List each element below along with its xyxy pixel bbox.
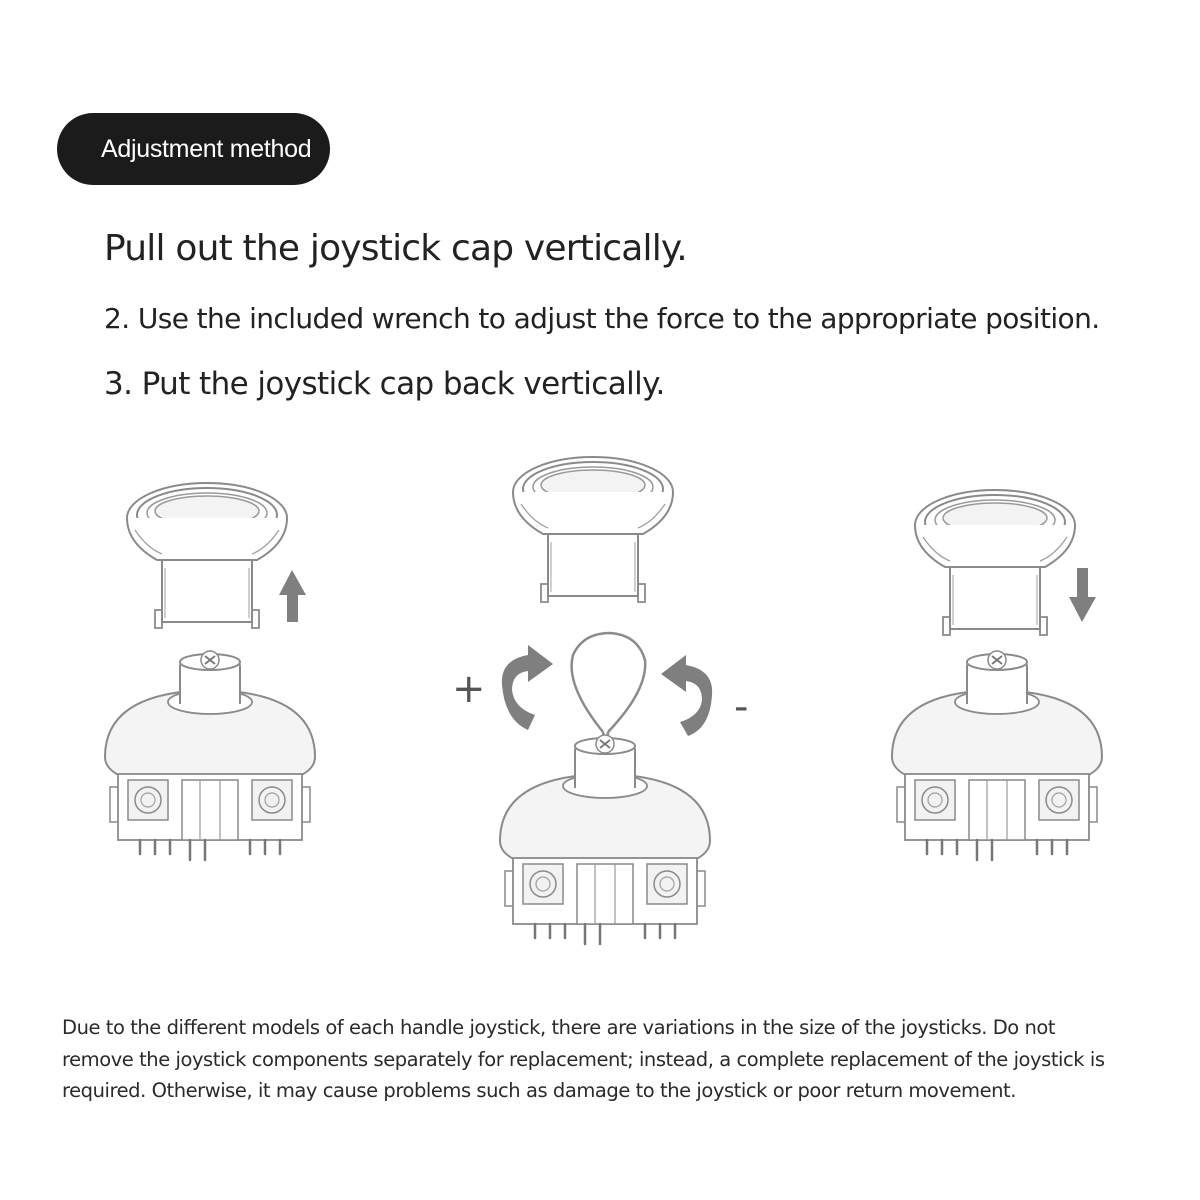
wrench-icon — [572, 633, 646, 742]
note-line-1: Due to the different models of each handle joystick, there are variations in the size of the joysticks. Do not — [62, 1016, 1056, 1039]
section-badge-label: Adjustment method — [101, 135, 312, 163]
joystick-right — [892, 490, 1102, 860]
joystick-center — [452, 457, 748, 944]
adjustment-diagram — [0, 450, 1200, 990]
step-3-text: 3. Put the joystick cap back vertically. — [104, 366, 665, 402]
minus-symbol: - — [734, 684, 749, 730]
step-2-text: 2. Use the included wrench to adjust the force to the appropriate position. — [104, 302, 1100, 335]
replacement-note — [62, 1012, 1162, 1107]
rotate-increase-icon — [502, 645, 553, 730]
note-line-2: remove the joystick components separately for replacement; instead, a complete replacement of the joystick is — [62, 1047, 1105, 1071]
section-badge — [57, 113, 330, 185]
rotate-decrease-icon — [661, 655, 712, 736]
arrow-up-icon — [279, 570, 306, 622]
step-1-text: Pull out the joystick cap vertically. — [104, 228, 687, 269]
plus-symbol: + — [452, 666, 486, 712]
note-line-3: required. Otherwise, it may cause problems such as damage to the joystick or poor return movement. — [62, 1079, 1016, 1102]
arrow-down-icon — [1069, 568, 1096, 622]
joystick-left — [105, 483, 315, 860]
